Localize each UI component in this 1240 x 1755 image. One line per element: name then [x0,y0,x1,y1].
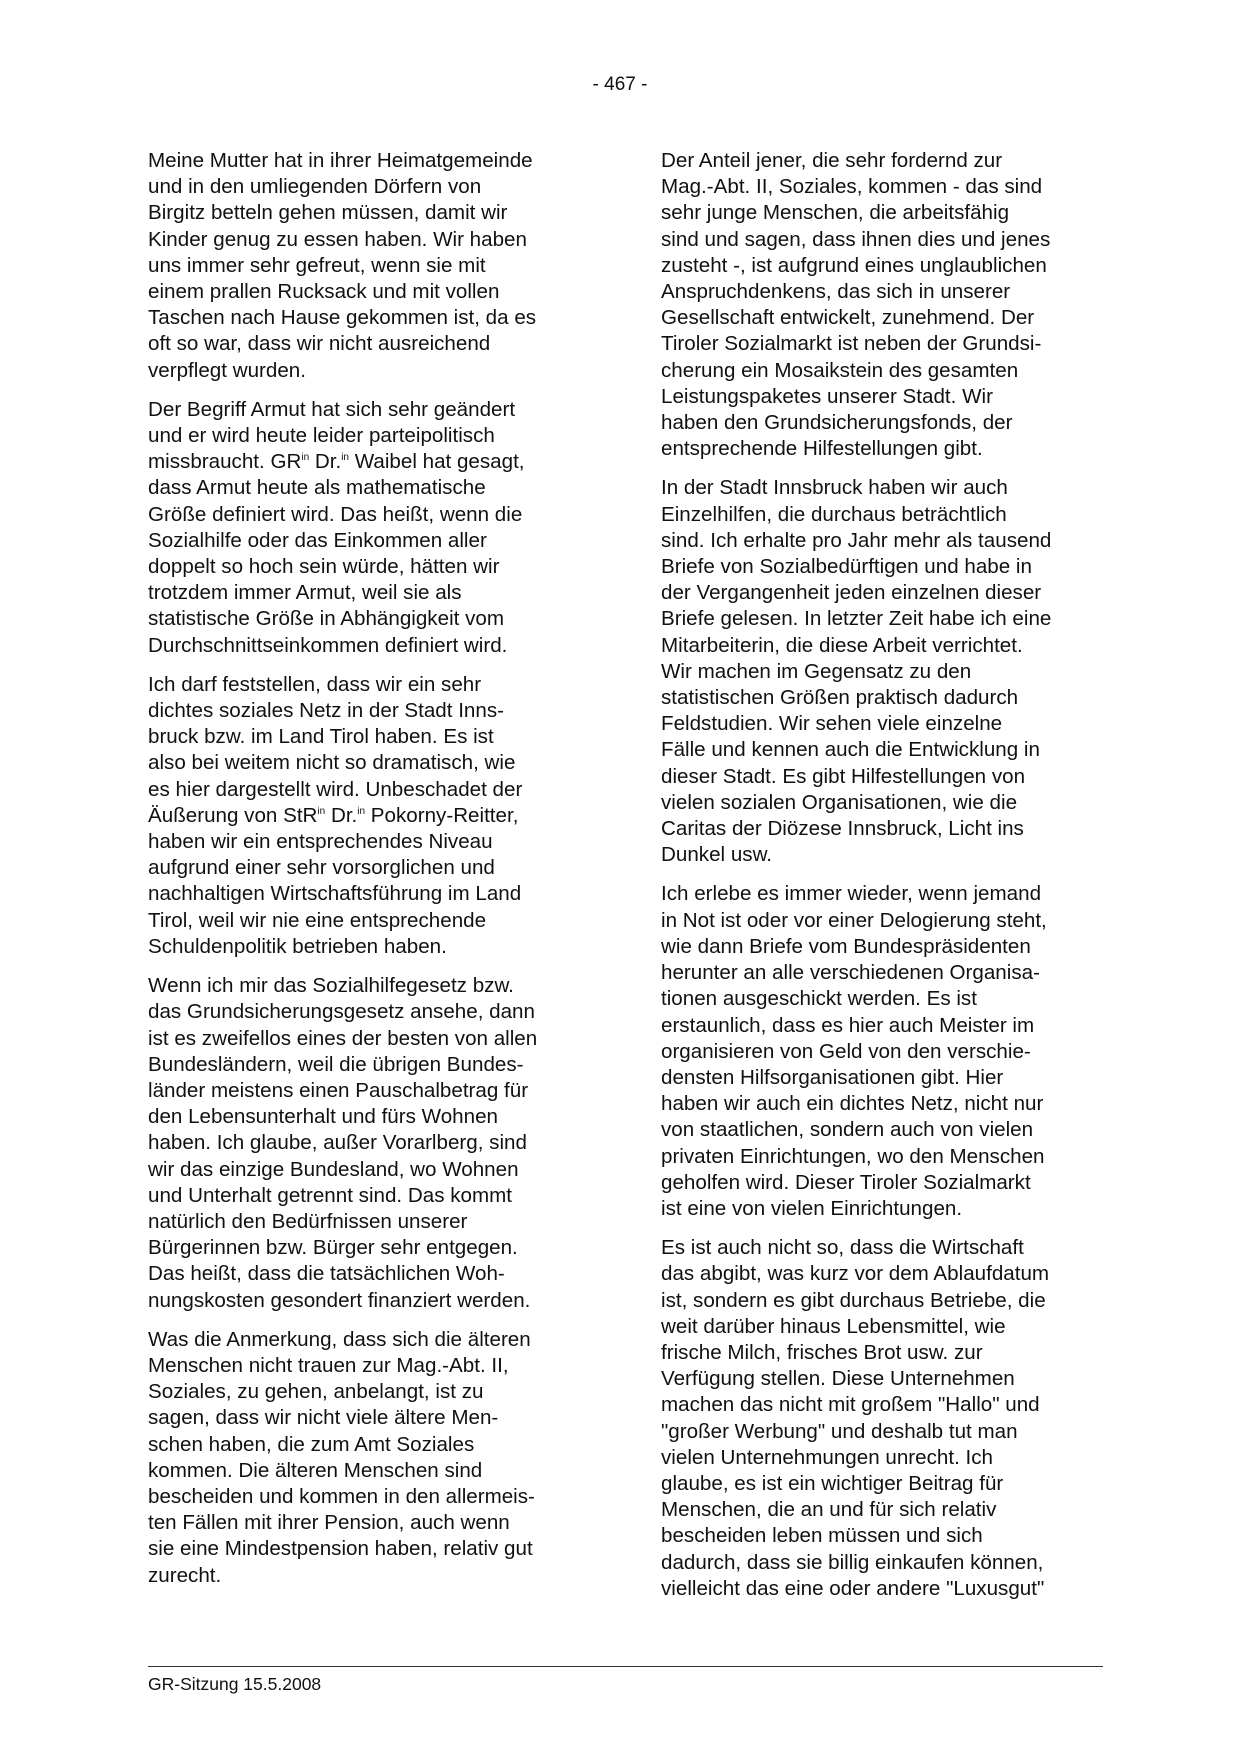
paragraph: Ich erlebe es immer wieder, wenn jemand in Not ist oder vor einer Delogierung steht, wie dann Briefe vom Bundespräsidenten herunter an alle verschiedenen Organisa- tionen ausgeschickt werden. Es ist erstaunlich, dass es hier auch Meister im organisieren von Geld von den verschie- densten Hilfsorganisationen gibt. Hier haben wir auch ein dichtes Netz, nicht nur von staatlichen, sondern auch von vielen privaten Einrichtungen, wo den Menschen geholfen wird. Dieser Tiroler Sozialmarkt ist eine von vielen Einrichtungen. [661,882,1047,1220]
paragraph: Was die Anmerkung, dass sich die älteren Menschen nicht trauen zur Mag.-Abt. II, Soziales, zu gehen, anbelangt, ist zu sagen, dass wir nicht viele ältere Men- schen haben, die zum Amt Soziales kommen. Die älteren Menschen sind bescheiden und kommen in den allermeis- ten Fällen mit ihrer Pension, auch wenn sie eine Mindestpension haben, relativ gut zurecht. [148,1327,535,1587]
text-run: Dr. [325,803,358,827]
text-run: Waibel hat gesagt, dass Armut heute als mathematische Größe definiert wird. Das heißt, wenn die Sozialhilfe oder das Einkommen aller doppelt so hoch sein würde, hätten wir trotzdem immer Armut, weil sie als statistische Größe in Abhängigkeit vom Durchschnittseinkommen definiert wird. [148,450,525,657]
left-column [148,148,592,1589]
superscript: in [301,452,310,464]
paragraph: In der Stadt Innsbruck haben wir auch Einzelhilfen, die durchaus beträchtlich sind. Ich erhalte pro Jahr mehr als tausend Briefe von Sozialbedürftigen und habe in der Vergangenheit jeden einzelnen dieser Briefe gelesen. In letzter Zeit habe ich eine Mitarbeiterin, die diese Arbeit verrichtet. Wir machen im Gegensatz zu den statistischen Größen praktisch dadurch Feldstudien. Wir sehen viele einzelne Fälle und kennen auch die Entwicklung in dieser Stadt. Es gibt Hilfestellungen von vielen sozialen Organisationen, wie die Caritas der Diözese Innsbruck, Licht ins Dunkel usw. [661,476,1052,867]
superscript: in [341,452,349,464]
footer-divider [148,1666,1103,1667]
text-run: Der Begriff Armut hat sich sehr geändert und er wird heute leider parteipolitisch missbraucht. GR [148,397,516,474]
paragraph [148,397,592,659]
text-run: Dr. [309,450,342,474]
superscript: in [357,806,366,818]
right-column [661,148,1105,1602]
superscript: in [317,806,326,818]
page-number: - 467 - [592,74,648,95]
paragraph [148,672,592,960]
paragraph: Wenn ich mir das Sozialhilfegesetz bzw. das Grundsicherungsgesetz ansehe, dann ist es zweifellos eines der besten von allen Bundesländern, weil die übrigen Bundes- länder meistens einen Pauschalbetrag für den Lebensunterhalt und fürs Wohnen haben. Ich glaube, außer Vorarlberg, sind wir das einzige Bundesland, wo Wohnen und Unterhalt getrennt sind. Das kommt natürlich den Bedürfnissen unserer Bürgerinnen bzw. Bürger sehr entgegen. Das heißt, dass die tatsächlichen Woh- nungskosten gesondert finanziert werden. [148,974,538,1312]
paragraph: Der Anteil jener, die sehr fordernd zur Mag.-Abt. II, Soziales, kommen - das sind sehr junge Menschen, die arbeitsfähig sind und sagen, dass ihnen dies und jenes zusteht -, ist aufgrund eines unglaublichen Anspruchdenkens, das sich in unserer Gesellschaft entwickelt, zunehmend. Der Tiroler Sozialmarkt ist neben der Grundsi- cherung ein Mosaikstein des gesamten Leistungspaketes unserer Stadt. Wir haben den Grundsicherungsfonds, der entsprechende Hilfestellungen gibt. [661,149,1051,461]
text-run: Ich darf feststellen, dass wir ein sehr dichtes soziales Netz in der Stadt Inns- bruck bzw. im Land Tirol haben. Es ist also bei weitem nicht so dramatisch, wie es hier dargestellt wird. Unbeschadet der Äußerung von StR [148,672,523,827]
footer-session-date: GR-Sitzung 15.5.2008 [148,1674,322,1694]
paragraph: Es ist auch nicht so, dass die Wirtschaft das abgibt, was kurz vor dem Ablaufdatum ist, sondern es gibt durchaus Betriebe, die weit darüber hinaus Lebensmittel, wie frische Milch, frisches Brot usw. zur Verfügung stellen. Diese Unternehmen machen das nicht mit großem "Hallo" und "großer Werbung" und deshalb tut man vielen Unternehmungen unrecht. Ich glaube, es ist ein wichtiger Beitrag für Menschen, die an und für sich relativ bescheiden leben müssen und sich dadurch, dass sie billig einkaufen können, vielleicht das eine oder andere "Luxusgut" [661,1236,1050,1600]
text-run: Pokorny-Reitter, haben wir ein entsprechendes Niveau aufgrund einer sehr vorsorglichen und nachhaltigen Wirtschaftsführung im Land Tirol, weil wir nie eine entsprechende Schuldenpolitik betrieben haben. [148,803,522,958]
paragraph: Meine Mutter hat in ihrer Heimatgemeinde und in den umliegenden Dörfern von Birgitz betteln gehen müssen, damit wir Kinder genug zu essen haben. Wir haben uns immer sehr gefreut, wenn sie mit einem prallen Rucksack und mit vollen Taschen nach Hause gekommen ist, da es oft so war, dass wir nicht ausreichend verpflegt wurden. [148,149,537,382]
